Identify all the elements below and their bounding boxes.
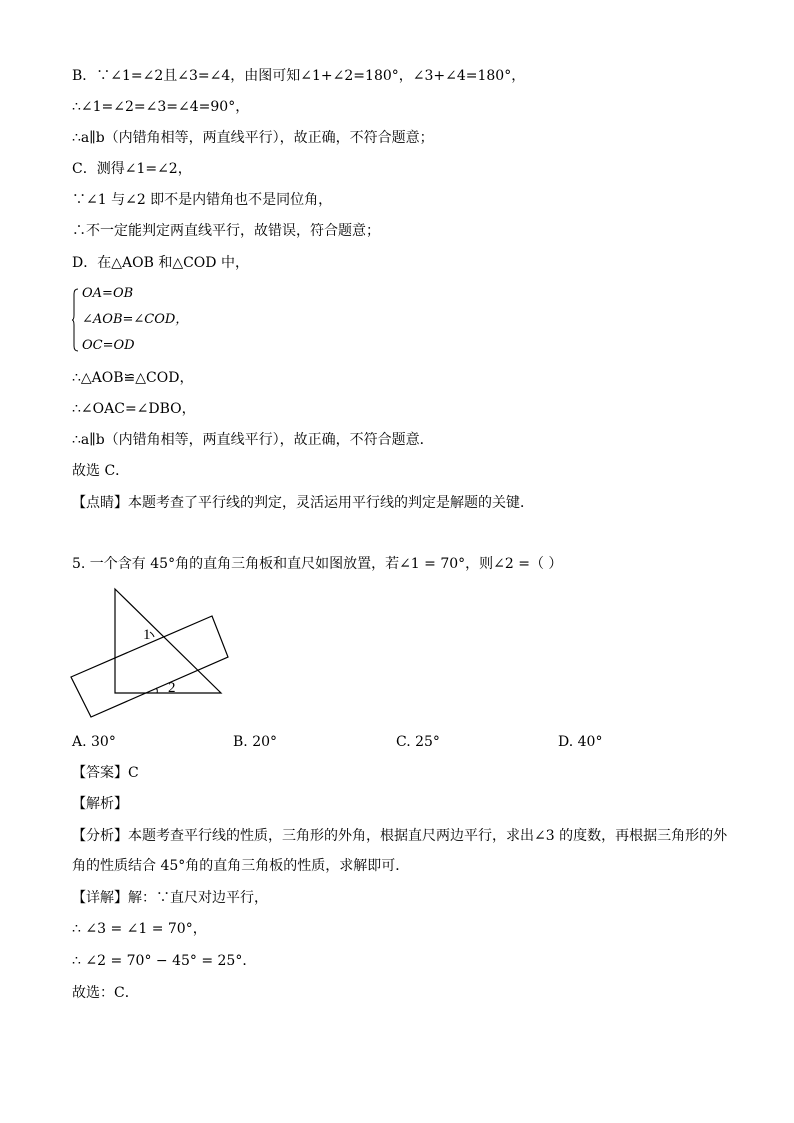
system-eq-2: ∠AOB=∠COD， [82,312,189,327]
prev-line-b: B．∵∠1=∠2且∠3=∠4，由图可知∠1+∠2=180°，∠3+∠4=180°， [72,68,526,84]
angle-1-label: 1 [143,627,151,643]
option-c: C. 25° [396,734,440,750]
prev-line-2: ∴∠1=∠2=∠3=∠4=90°， [72,99,250,115]
system-eq-3: OC=OD [82,338,135,353]
prev-line-9: ∴∠OAC=∠DBO， [72,401,196,417]
prev-line-6: ∴不一定能判定两直线平行，故错误，符合题意； [72,223,380,239]
prev-line-10: ∴a∥b（内错角相等，两直线平行），故正确，不符合题意． [72,432,434,448]
prev-line-11: 故选 C． [72,463,130,479]
step-2: ∴ ∠2 = 70° − 45° = 25°． [72,953,257,969]
angle-2-label: 2 [168,680,176,696]
question-5-stem: 5. 一个含有 45°角的直角三角板和直尺如图放置，若∠1 = 70°，则∠2 =（ ） [72,556,563,572]
system-eq-1: OA=OB [82,286,134,301]
conclusion-line: 故选：C． [72,985,139,1001]
prev-line-3: ∴a∥b（内错角相等，两直线平行），故正确，不符合题意； [72,130,434,146]
prev-line-5: ∵∠1 与∠2 即不是内错角也不是同位角， [72,192,333,208]
option-d: D. 40° [558,734,603,750]
answer-line: 【答案】C [72,765,139,781]
analysis-paragraph: 【分析】本题考查平行线的性质，三角形的外角，根据直尺两边平行，求出∠3 的度数，再根据三角形的外角的性质结合 45°角的直角三角板的性质，求解即可． [72,828,728,874]
prev-line-8: ∴△AOB≌△COD， [72,370,194,386]
option-b: B. 20° [233,734,278,750]
dianjing-line: 【点睛】本题考查了平行线的判定，灵活运用平行线的判定是解题的关键． [72,495,534,511]
option-a: A. 30° [72,734,116,750]
detail-line: 【详解】解：∵直尺对边平行， [72,890,268,906]
triangle-ruler-figure [70,586,230,721]
prev-line-d: D．在△AOB 和△COD 中， [72,255,249,271]
system-brace [72,288,78,352]
step-1: ∴ ∠3 = ∠1 = 70°， [72,921,207,937]
jiexi-heading: 【解析】 [72,796,128,812]
prev-line-c: C．测得∠1=∠2， [72,161,192,177]
